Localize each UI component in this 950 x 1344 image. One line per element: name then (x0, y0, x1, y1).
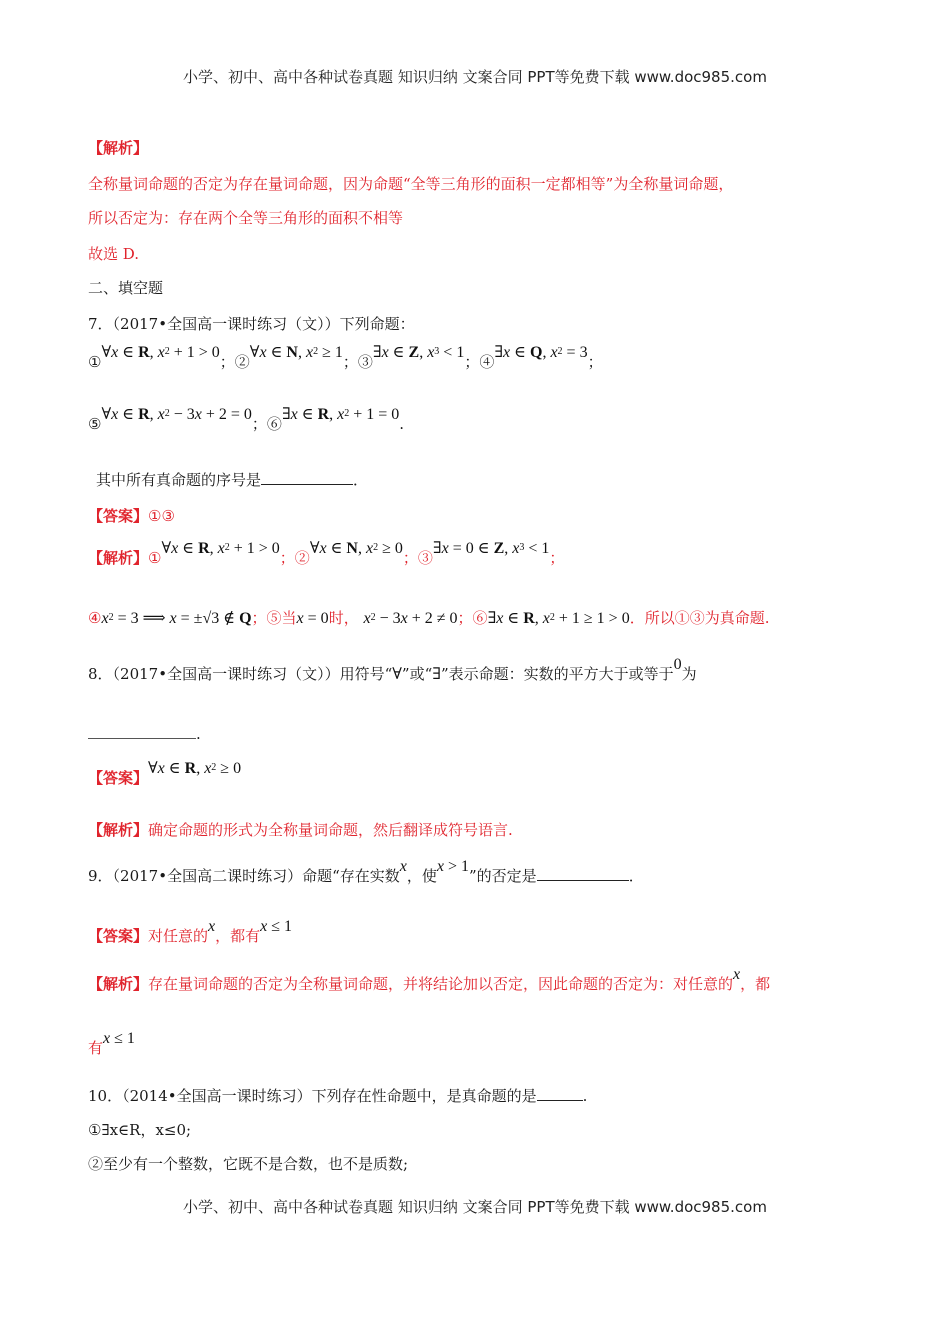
q9-answer-blank (537, 866, 629, 881)
q8-stem (88, 656, 697, 685)
q6-jiexi-line1: 全称量词命题的否定为存在量词命题，因为命题“全等三角形的面积一定都相等”为全称量词命题， (88, 175, 734, 193)
q7-jiexi-tag: 【解析】 (88, 549, 149, 567)
q9-jiexi-var: x (733, 966, 741, 983)
page-header: 小学、初中、高中各种试卷真题 知识归纳 文案合同 PPT等免费下载 www.doc985.com (183, 68, 767, 86)
q9-stem-mid: ，使 (406, 867, 437, 885)
q8-jiexi (88, 820, 513, 840)
q7-question: 其中所有真命题的序号是 ． (96, 471, 369, 489)
q7-jiexi-mark-2: ；② (279, 549, 310, 567)
q7-choices-row2 (88, 406, 405, 437)
q7-answer-tag: 【答案】 (88, 507, 149, 525)
q10-stem: 10．（2014•全国高一课时练习）下列存在性命题中，是真命题的是 . (88, 1087, 588, 1105)
q9-condition: x > 1 (436, 858, 470, 875)
q7-mark-6: ；⑥ (251, 415, 282, 433)
q9-jiexi-formula: x ≤ 1 (103, 1030, 135, 1047)
q9-answer-formula: x ≤ 1 (260, 918, 293, 935)
q10-item2: ②至少有一个整数，它既不是合数，也不是质数; (88, 1155, 409, 1173)
q7-mark-5: ⑤ (88, 415, 102, 433)
q8-answer (88, 760, 242, 791)
q7-jiexi-formula-3: ∃x = 0 ∈ Z, $x^3 < 1$ (432, 540, 550, 557)
q7-mark-3: ；③ (342, 353, 373, 371)
q7-jiexi-mark-6: ；⑥ (457, 609, 488, 627)
q7-formula-3: ∃x ∈ Z, $x^3 < 1$ (372, 344, 465, 361)
q10-item1: ①∃x∈R，x≤0; (88, 1121, 192, 1139)
q7-formula-4: ∃x ∈ Q, $x^2 = 3$ (494, 344, 588, 361)
q7-jiexi-conclusion: ．所以①③为真命题. (629, 609, 770, 627)
q8-stem-mid1: ”或“ (401, 665, 433, 683)
exists-symbol: ∃ (432, 666, 441, 683)
q9-stem-end: ”的否定是 (469, 867, 537, 885)
q9-answer-text-b: ，都有 (215, 927, 261, 945)
q9-jiexi (88, 966, 771, 995)
q7-jiexi-mark-5: ；⑤当 (251, 609, 297, 627)
q10-stem-text: 10．（2014•全国高一课时练习）下列存在性命题中，是真命题的是 (88, 1087, 537, 1105)
q8-jiexi-tag: 【解析】 (88, 821, 149, 839)
q7-jiexi-semicolon: ； (549, 549, 565, 567)
q7-jiexi-formula-6: ∃x ∈ R, $x^2 + 1 \ge 1 > 0$ (487, 610, 630, 627)
section-title: 二、填空题 (88, 279, 164, 297)
q7-mark-1: ① (88, 353, 102, 371)
q7-jiexi-formula-5b: $x^2 - 3x + 2 \ne 0$ (363, 610, 458, 627)
q7-jiexi-formula-1: ∀x ∈ R, $x^2 + 1 > 0$ (161, 540, 280, 557)
q6-jiexi-line3: 故选 D. (88, 245, 140, 263)
q7-jiexi-mark-4: ④ (88, 609, 102, 627)
q7-answer-value: ①③ (148, 507, 175, 525)
q8-stem-text: 8．（2017•全国高一课时练习（文））用符号“ (88, 665, 393, 683)
q7-mark-4: ；④ (464, 353, 495, 371)
q7-ask-text: 其中所有真命题的序号是 (96, 471, 262, 489)
q9-jiexi-cont (88, 1030, 135, 1059)
q7-jiexi-formula-2: ∀x ∈ N, $x^2 \ge 0$ (309, 540, 403, 557)
q7-jiexi-when: 时， (328, 609, 359, 627)
q9-answer-var: x (208, 918, 216, 935)
q9-var-x: x (399, 858, 407, 875)
q6-jiexi-tag: 【解析】 (88, 139, 149, 157)
q7-jiexi-mark-1: ① (148, 549, 162, 567)
q8-stem-mid2: ”表示命题：实数的平方大于或等于 (440, 665, 674, 683)
q9-jiexi-tag: 【解析】 (88, 975, 149, 993)
page-footer: 小学、初中、高中各种试卷真题 知识归纳 文案合同 PPT等免费下载 www.doc985.com (183, 1198, 767, 1216)
q7-period: . (399, 415, 405, 433)
q8-answer-tag: 【答案】 (88, 769, 149, 787)
q9-answer-text-a: 对任意的 (148, 927, 209, 945)
forall-symbol: ∀ (392, 666, 402, 683)
q9-stem: 9．（2017•全国高二课时练习）命题“存在实数x，使x > 1”的否定是 ． (88, 858, 644, 885)
q7-semicolon: ； (587, 353, 603, 371)
q7-answer (88, 506, 175, 526)
q9-answer (88, 918, 293, 947)
q7-jiexi-mark-3: ；③ (402, 549, 433, 567)
q8-stem-end: 为 (681, 665, 697, 683)
q7-formula-1: ∀x ∈ R, $x^2 + 1 > 0$ (101, 344, 220, 361)
q7-jiexi-formula-5a: x = 0 (296, 610, 329, 627)
q7-choices-row1 (88, 344, 603, 375)
q7-jiexi-row1 (88, 540, 565, 571)
q9-jiexi-text: 存在量词命题的否定为全称量词命题，并将结论加以否定，因此命题的否定为：对任意的 (148, 975, 734, 993)
q7-jiexi-row2 (88, 608, 769, 631)
q9-stem-text: 9．（2017•全国高二课时练习）命题“存在实数 (88, 867, 400, 885)
q7-mark-2: ；② (219, 353, 250, 371)
q8-zero: 0 (673, 656, 682, 673)
q7-jiexi-formula-4: $x^2 = 3$ ⟹ x = ±√3 ∉ Q (101, 610, 252, 627)
q7-formula-6: ∃x ∈ R, $x^2 + 1 = 0$ (281, 406, 400, 423)
q8-answer-formula: ∀x ∈ R, $x^2 \ge 0$ (148, 760, 242, 777)
q10-answer-blank (537, 1086, 583, 1101)
q7-formula-5: ∀x ∈ R, $x^2 - 3x + 2 = 0$ (101, 406, 252, 423)
q7-formula-2: ∀x ∈ N, $x^2 \ge 1$ (249, 344, 343, 361)
q9-jiexi-text-c: 有 (88, 1039, 104, 1057)
q7-stem: 7．（2017•全国高一课时练习（文））下列命题： (88, 315, 415, 333)
q8-answer-blank (88, 724, 196, 739)
q6-jiexi-line2: 所以否定为：存在两个全等三角形的面积不相等 (88, 209, 404, 227)
q9-jiexi-text-b: ，都 (740, 975, 771, 993)
q8-jiexi-text: 确定命题的形式为全称量词命题，然后翻译成符号语言. (148, 821, 513, 839)
q9-answer-tag: 【答案】 (88, 927, 149, 945)
q7-answer-blank (261, 470, 353, 485)
q8-blank-line: . (88, 724, 201, 744)
